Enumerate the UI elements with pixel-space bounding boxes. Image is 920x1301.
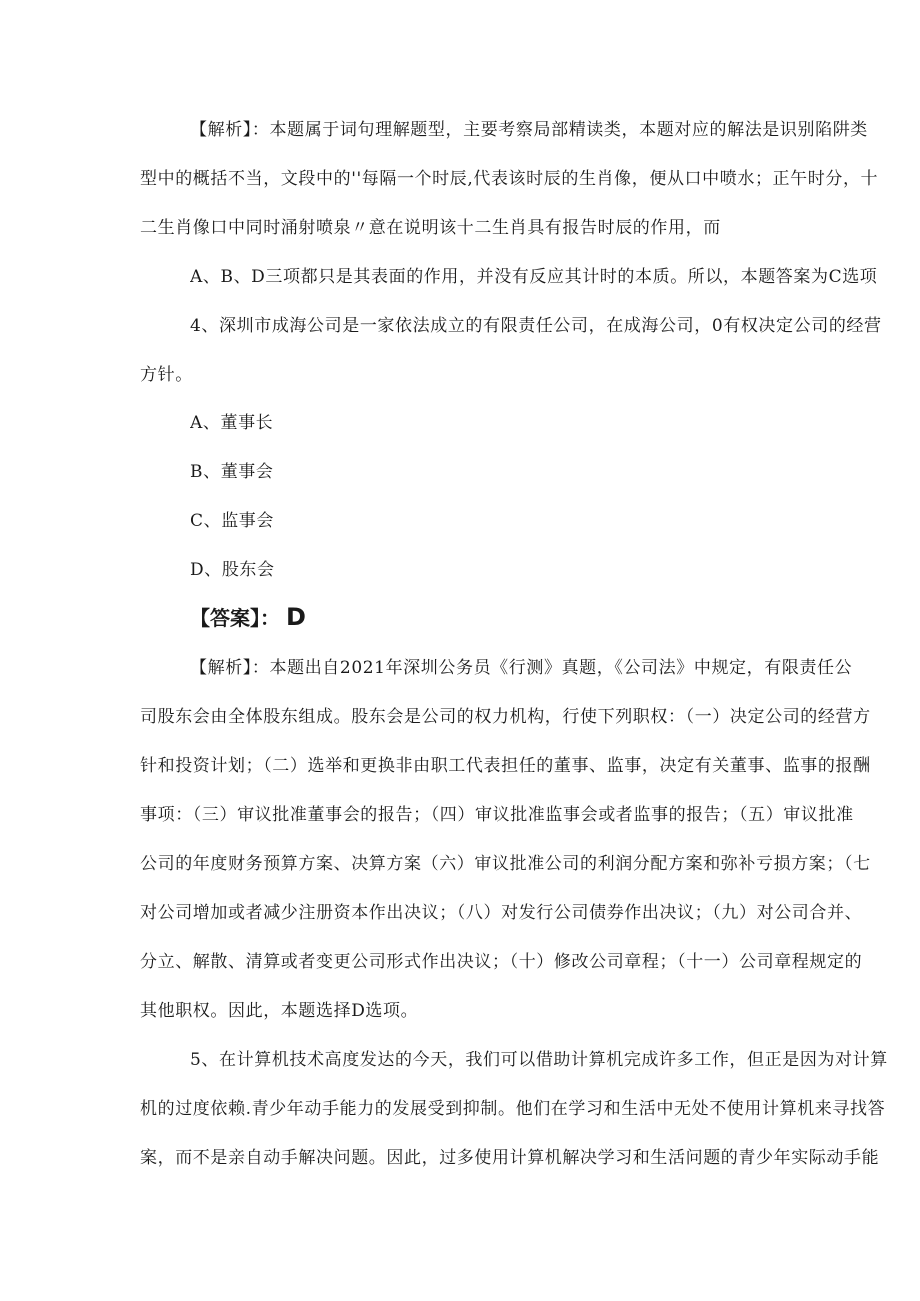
- explanation-line-4: A、B、D三项都只是其表面的作用，并没有反应其计时的本质。所以，本题答案为C选项: [190, 267, 878, 287]
- explanation-2-line-4: 事项：（三）审议批准董事会的报告；（四）审议批准监事会或者监事的报告；（五）审议批准: [140, 805, 854, 825]
- question-4-line-1: 4、深圳市成海公司是一家依法成立的有限责任公司，在成海公司，0有权决定公司的经营: [190, 316, 882, 336]
- question-5-line-3: 案，而不是亲自动手解决问题。因此，过多使用计算机解决学习和生活问题的青少年实际动手能: [140, 1148, 880, 1168]
- option-a: A、董事长: [190, 413, 274, 433]
- answer-value: D: [286, 603, 306, 631]
- explanation-2-line-8: 其他职权。因此，本题选择D选项。: [140, 1001, 419, 1021]
- explanation-2-line-5: 公司的年度财务预算方案、决算方案（六）审议批准公司的利润分配方案和弥补亏损方案；（七: [140, 854, 871, 874]
- explanation-line-3: 二生肖像口中同时涌射喷泉〃意在说明该十二生肖具有报告时辰的作用，而: [140, 218, 721, 238]
- explanation-2-line-3: 针和投资计划；（二）选举和更换非由职工代表担任的董事、监事，决定有关董事、监事的报酬: [140, 756, 871, 776]
- answer-line: [190, 603, 306, 632]
- explanation-line-2: 型中的概括不当，文段中的''每隔一个时辰,代表该时辰的生肖像，便从口中喷水；正午时分，十: [140, 169, 879, 189]
- question-5-line-2: 机的过度依赖.青少年动手能力的发展受到抑制。他们在学习和生活中无处不使用计算机来寻找答: [140, 1099, 886, 1119]
- option-d: D、股东会: [190, 560, 275, 580]
- question-4-line-2: 方针。: [140, 365, 193, 385]
- option-b: B、董事会: [190, 462, 274, 482]
- explanation-2-line-7: 分立、解散、清算或者变更公司形式作出决议；（十）修改公司章程；（十一）公司章程规定的: [140, 952, 863, 972]
- explanation-2-line-6: 对公司增加或者减少注册资本作出决议；（八）对发行公司债券作出决议；（九）对公司合并、: [140, 903, 863, 923]
- explanation-line-1: 【解析】：本题属于词句理解题型，主要考察局部精读类，本题对应的解法是识别陷阱类: [190, 120, 868, 140]
- explanation-2-line-1: 【解析】：本题出自2021年深圳公务员《行测》真题，《公司法》中规定，有限责任公: [190, 658, 853, 678]
- question-5-line-1: 5、在计算机技术高度发达的今天，我们可以借助计算机完成许多工作，但正是因为对计算: [190, 1050, 888, 1070]
- explanation-2-line-2: 司股东会由全体股东组成。股东会是公司的权力机构，行使下列职权：（一）决定公司的经营方: [140, 707, 871, 727]
- option-c: C、监事会: [190, 511, 275, 531]
- answer-label: 【答案】：: [190, 606, 280, 630]
